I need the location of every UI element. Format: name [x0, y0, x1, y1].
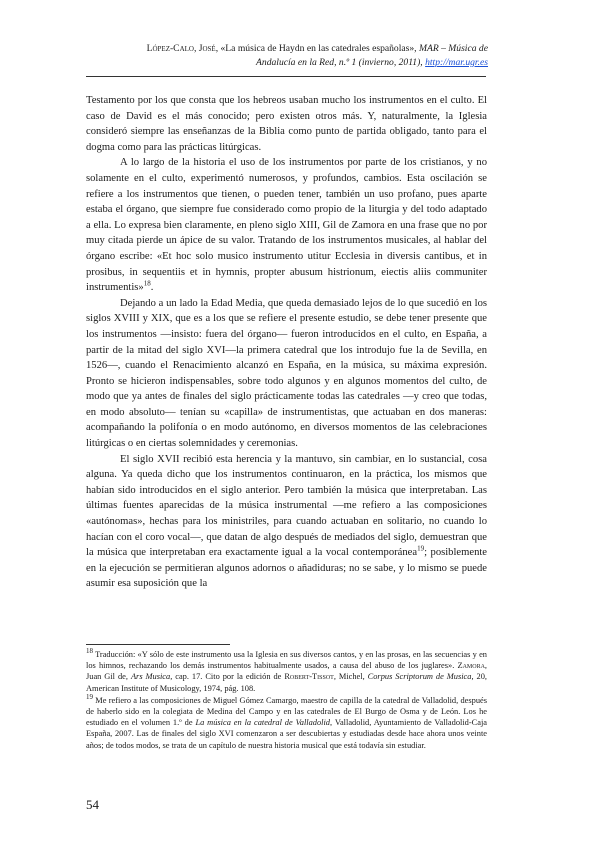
footnote-19-number: 19	[86, 693, 93, 702]
body-text	[86, 93, 487, 592]
footnote-rule	[86, 644, 230, 645]
footnote-18	[86, 649, 487, 694]
header-rule	[86, 76, 486, 77]
footnote-ref-18[interactable]: 18	[143, 279, 151, 288]
header-issue: , n.º 1 (invierno, 2011),	[334, 57, 426, 68]
footnote-18-work-1: Ars Musica	[130, 672, 171, 682]
footnote-18-text-d: , Michel,	[333, 672, 368, 682]
footnote-ref-19[interactable]: 19	[417, 544, 425, 553]
header-title: «La música de Haydn en las catedrales españolas»,	[218, 43, 419, 54]
footnote-18-work-2: Corpus Scriptorum de Musica	[367, 672, 472, 682]
paragraph-2	[86, 155, 487, 295]
paragraph-2-text: A lo largo de la historia el uso de los instrumentos por parte de los cristianos, y no solamente en el culto, experimentó numerosos, y profundos, cambios. Esta oscilación se refiere a los instrumentos que tienen, o pueden tener, también un uso profano, pues aparte estaba el órgano, que siempre fue considerado como propio de la liturgia y del todo adaptado a ella. Lo expresa bien claramente, en pleno siglo XIII, Gil de Zamora en una frase que no por muy citada pierde un ápice de su valor. Tratando de los instrumentos musicales, al hablar del órgano escribe: «Et hoc solo musico instrumento utitur Ecclesia in diversis cantibus, et in prosibus, in sequentiis et in hymnis, propter abusum histrionum, eiectis aliis communiter instrumentis»	[86, 157, 487, 294]
header-url-link[interactable]: http://mar.ugr.es	[425, 57, 488, 68]
page-number: 54	[86, 797, 99, 812]
footnote-18-number: 18	[86, 647, 93, 656]
footnote-18-text-c: , cap. 17. Cito por la edición de	[170, 672, 285, 682]
header-author: López-Calo, José,	[146, 43, 219, 54]
footnote-19	[86, 695, 487, 751]
footnotes	[86, 649, 487, 752]
paragraph-1: Testamento por los que consta que los hebreos usaban mucho los instrumentos en el culto. El caso de David es el más conocido; pero existen otros más. Y, naturalmente, la Iglesia consideró siempre las enseñanzas de la Biblia como punto de partida obligado, tanto para el dogma como para las prácticas litúrgicas.	[86, 95, 487, 153]
footnote-18-author-2: Robert-Tissot	[284, 672, 334, 682]
footnote-19-text-b: , Valladolid, Ayuntamiento de Valladolid-Caja España, 2007. Las de finales del siglo XVI comenzaron a ser descubiertas y estudiadas desde hace ahora unos veinte años; de todos modos, se trata de un capítulo de nuestra historia musical que está todavía sin estudiar.	[86, 718, 487, 750]
header-journal: MAR – Música de Andalucía en la Red	[256, 43, 488, 68]
paragraph-4-text: El siglo XVII recibió esta herencia y la mantuvo, sin cambiar, en lo sustancial, cosa alguna. Ya queda dicho que los instrumentos continuaron, en la práctica, los mismos que habían sido introducidos en el siglo anterior. Pero también la música que interpretaban. Las últimas fuentes aparecidas de la música instrumental —me refiero a las composiciones «autónomas», hechas para los ministriles, para cuando actuaban en solitario, no cuando lo hacían con el coro vocal—, que datan de algo después de mediados del siglo, demuestran que la música que interpretaban era exactamente igual a la vocal contemporánea	[86, 453, 487, 559]
paragraph-4	[86, 452, 487, 592]
paragraph-2-end: .	[150, 282, 154, 294]
running-header	[108, 42, 488, 70]
paragraph-4-end: ; posiblemente en la ejecución se permitieran algunos adornos o añadiduras; no se sabe, y lo mismo se puede asumir esa suposición que la	[86, 547, 488, 590]
footnote-19-work-1: La música en la catedral de Valladolid	[195, 718, 330, 728]
paragraph-3: Dejando a un lado la Edad Media, que queda demasiado lejos de lo que sucedió en los siglos XVIII y XIX, que es a los que se refiere el presente estudio, se debe tener presente que los instrumentos —insisto: fuera del órgano— fueron introducidos en el culto, en España, a partir de la mitad del siglo XVI—la primera catedral que los introdujo fue la de Sevilla, en 1526—, cuando el Renacimiento alcanzó en España, en la música, su máxima expresión. Pronto se hicieron indispensables, sobre todo algunos y en algunos momentos del culto, de modo que ya antes de finales del siglo prácticamente todas las catedrales —y creo que todas, en modo absoluto— tenían su «capilla» de instrumentistas, que actuaban en dos maneras: acompañando la polifonía o en modo autónomo, en diversos momentos de las celebraciones litúrgicas o en ciertas solemnidades y ceremonias.	[86, 297, 487, 450]
footnote-18-author-1: Zamora	[457, 661, 485, 671]
footnote-19-text-a: Me refiero a las composiciones de Miguel Gómez Camargo, maestro de capilla de la catedral de Valladolid, después de haberlo sido en la colegiata de Medina del Campo y en las catedrales de El Burgo de Osma y de León. Los he estudiado en el volumen 1.º de	[86, 695, 487, 728]
footnote-18-text-e: , 20, American Institute of Musicology, 1974, pág. 108.	[86, 672, 487, 693]
footnote-18-text-b: , Juan Gil de,	[86, 661, 487, 682]
footnote-18-text-a: Traducción: «Y sólo de este instrumento usa la Iglesia en sus diversos cantos, y en las prosas, en las secuencias y en los himnos, rechazando los demás instrumentos habitualmente usados, a causa del abuso de los juglares».	[86, 650, 487, 671]
